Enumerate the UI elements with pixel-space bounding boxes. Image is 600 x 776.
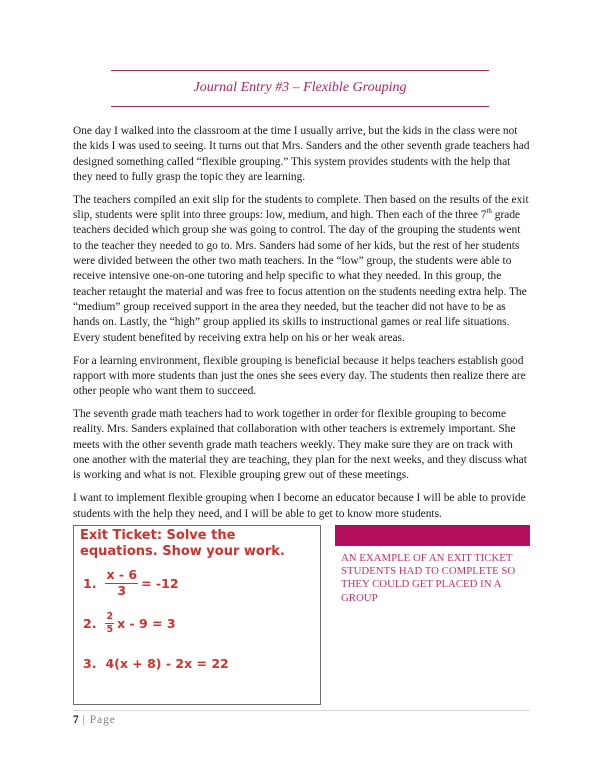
paragraph-4: The seventh grade math teachers had to work together in order for flexible grouping to become reality. Mrs. Sanders explained that collaboration with other teachers is extremely important. She meets with the other seventh grade math teachers weekly. They make sure they are on track with one another with the material they are teaching, they plan for the next weeks, and they discuss what is working and what is not. Flexible grouping grew out of these meetings. <box>73 408 527 482</box>
equation-3-number: 3. <box>83 656 97 671</box>
equation-1-denominator: 3 <box>117 582 127 598</box>
exit-ticket-image <box>73 525 321 705</box>
equation-2-numerator: 2 <box>106 611 114 622</box>
equation-2-fraction <box>105 612 114 634</box>
paragraph-5: I want to implement flexible grouping when I become an educator because I will be able to provide students with the help they need, and I will be able to get to know more students. <box>73 492 526 520</box>
title-rule-top <box>111 70 489 71</box>
exit-ticket-caption: AN EXAMPLE OF AN EXIT TICKET STUDENTS HAD TO COMPLETE SO THEY COULD GET PLACED IN A GROUP <box>341 552 516 604</box>
equation-1-numerator: x - 6 <box>106 567 138 582</box>
journal-body <box>73 124 530 530</box>
ordinal-suffix: th <box>486 207 492 216</box>
paragraph-3: For a learning environment, flexible grouping is beneficial because it helps teachers establish good rapport with more students than just the ones she sees every day. The students then realize there are other people who want them to succeed. <box>73 354 526 398</box>
paragraph-2-part-b: grade teachers decided which group she was going to control. The day of the grouping the students went to the teacher they needed to go to. Mrs. Sanders had some of her kids, but the rest of her students were divided between the other two math teachers. In the “low” group, the students were able to receive intensive one-on-one tutoring and help specific to what they needed. In this group, the teacher retaught the material and was free to focus attention on the students needing extra help. The “medium” group received support in the area they needed, but the teacher did not have to be as hands on. Lastly, the “high” group applied its skills to instructional games or real life situations. Every student benefited by receiving extra help on his or her weak areas. <box>73 209 527 344</box>
page-footer <box>73 714 116 726</box>
page-title: Journal Entry #3 – Flexible Grouping <box>193 80 407 95</box>
footer-rule <box>73 710 530 711</box>
paragraph-1: One day I walked into the classroom at the time I usually arrive, but the kids in the class were not the kids I was used to seeing. It turns out that Mrs. Sanders and the other seventh grade teachers had designed something called “flexible grouping.” This system provides students with the help that they need to fully grasp the topic they are learning. <box>73 125 530 183</box>
equation-1-rest: = -12 <box>141 575 179 591</box>
page-separator: | <box>78 714 90 726</box>
equation-2-denominator: 5 <box>106 623 114 635</box>
equation-2-number: 2. <box>83 615 97 631</box>
page-label: Page <box>89 714 116 726</box>
exit-ticket-heading: Exit Ticket: Solve the equations. Show your work. <box>80 528 285 559</box>
equation-2 <box>83 612 176 634</box>
title-rule-bottom <box>111 106 489 107</box>
page-number: 7 <box>73 714 79 726</box>
equation-3-text: 4(x + 8) - 2x = 22 <box>105 656 229 671</box>
equation-1-number: 1. <box>83 575 97 591</box>
caption-color-bar <box>335 525 530 546</box>
equation-1-fraction <box>105 569 138 597</box>
equation-3 <box>83 656 229 671</box>
equation-2-rest: x - 9 = 3 <box>117 615 176 631</box>
equation-1 <box>83 569 179 597</box>
paragraph-2 <box>73 193 530 346</box>
paragraph-2-part-a: The teachers compiled an exit slip for the students to complete. Then based on the results of the exit slip, students were split into three groups: low, medium, and high. Then each of the three 7 <box>73 193 529 222</box>
